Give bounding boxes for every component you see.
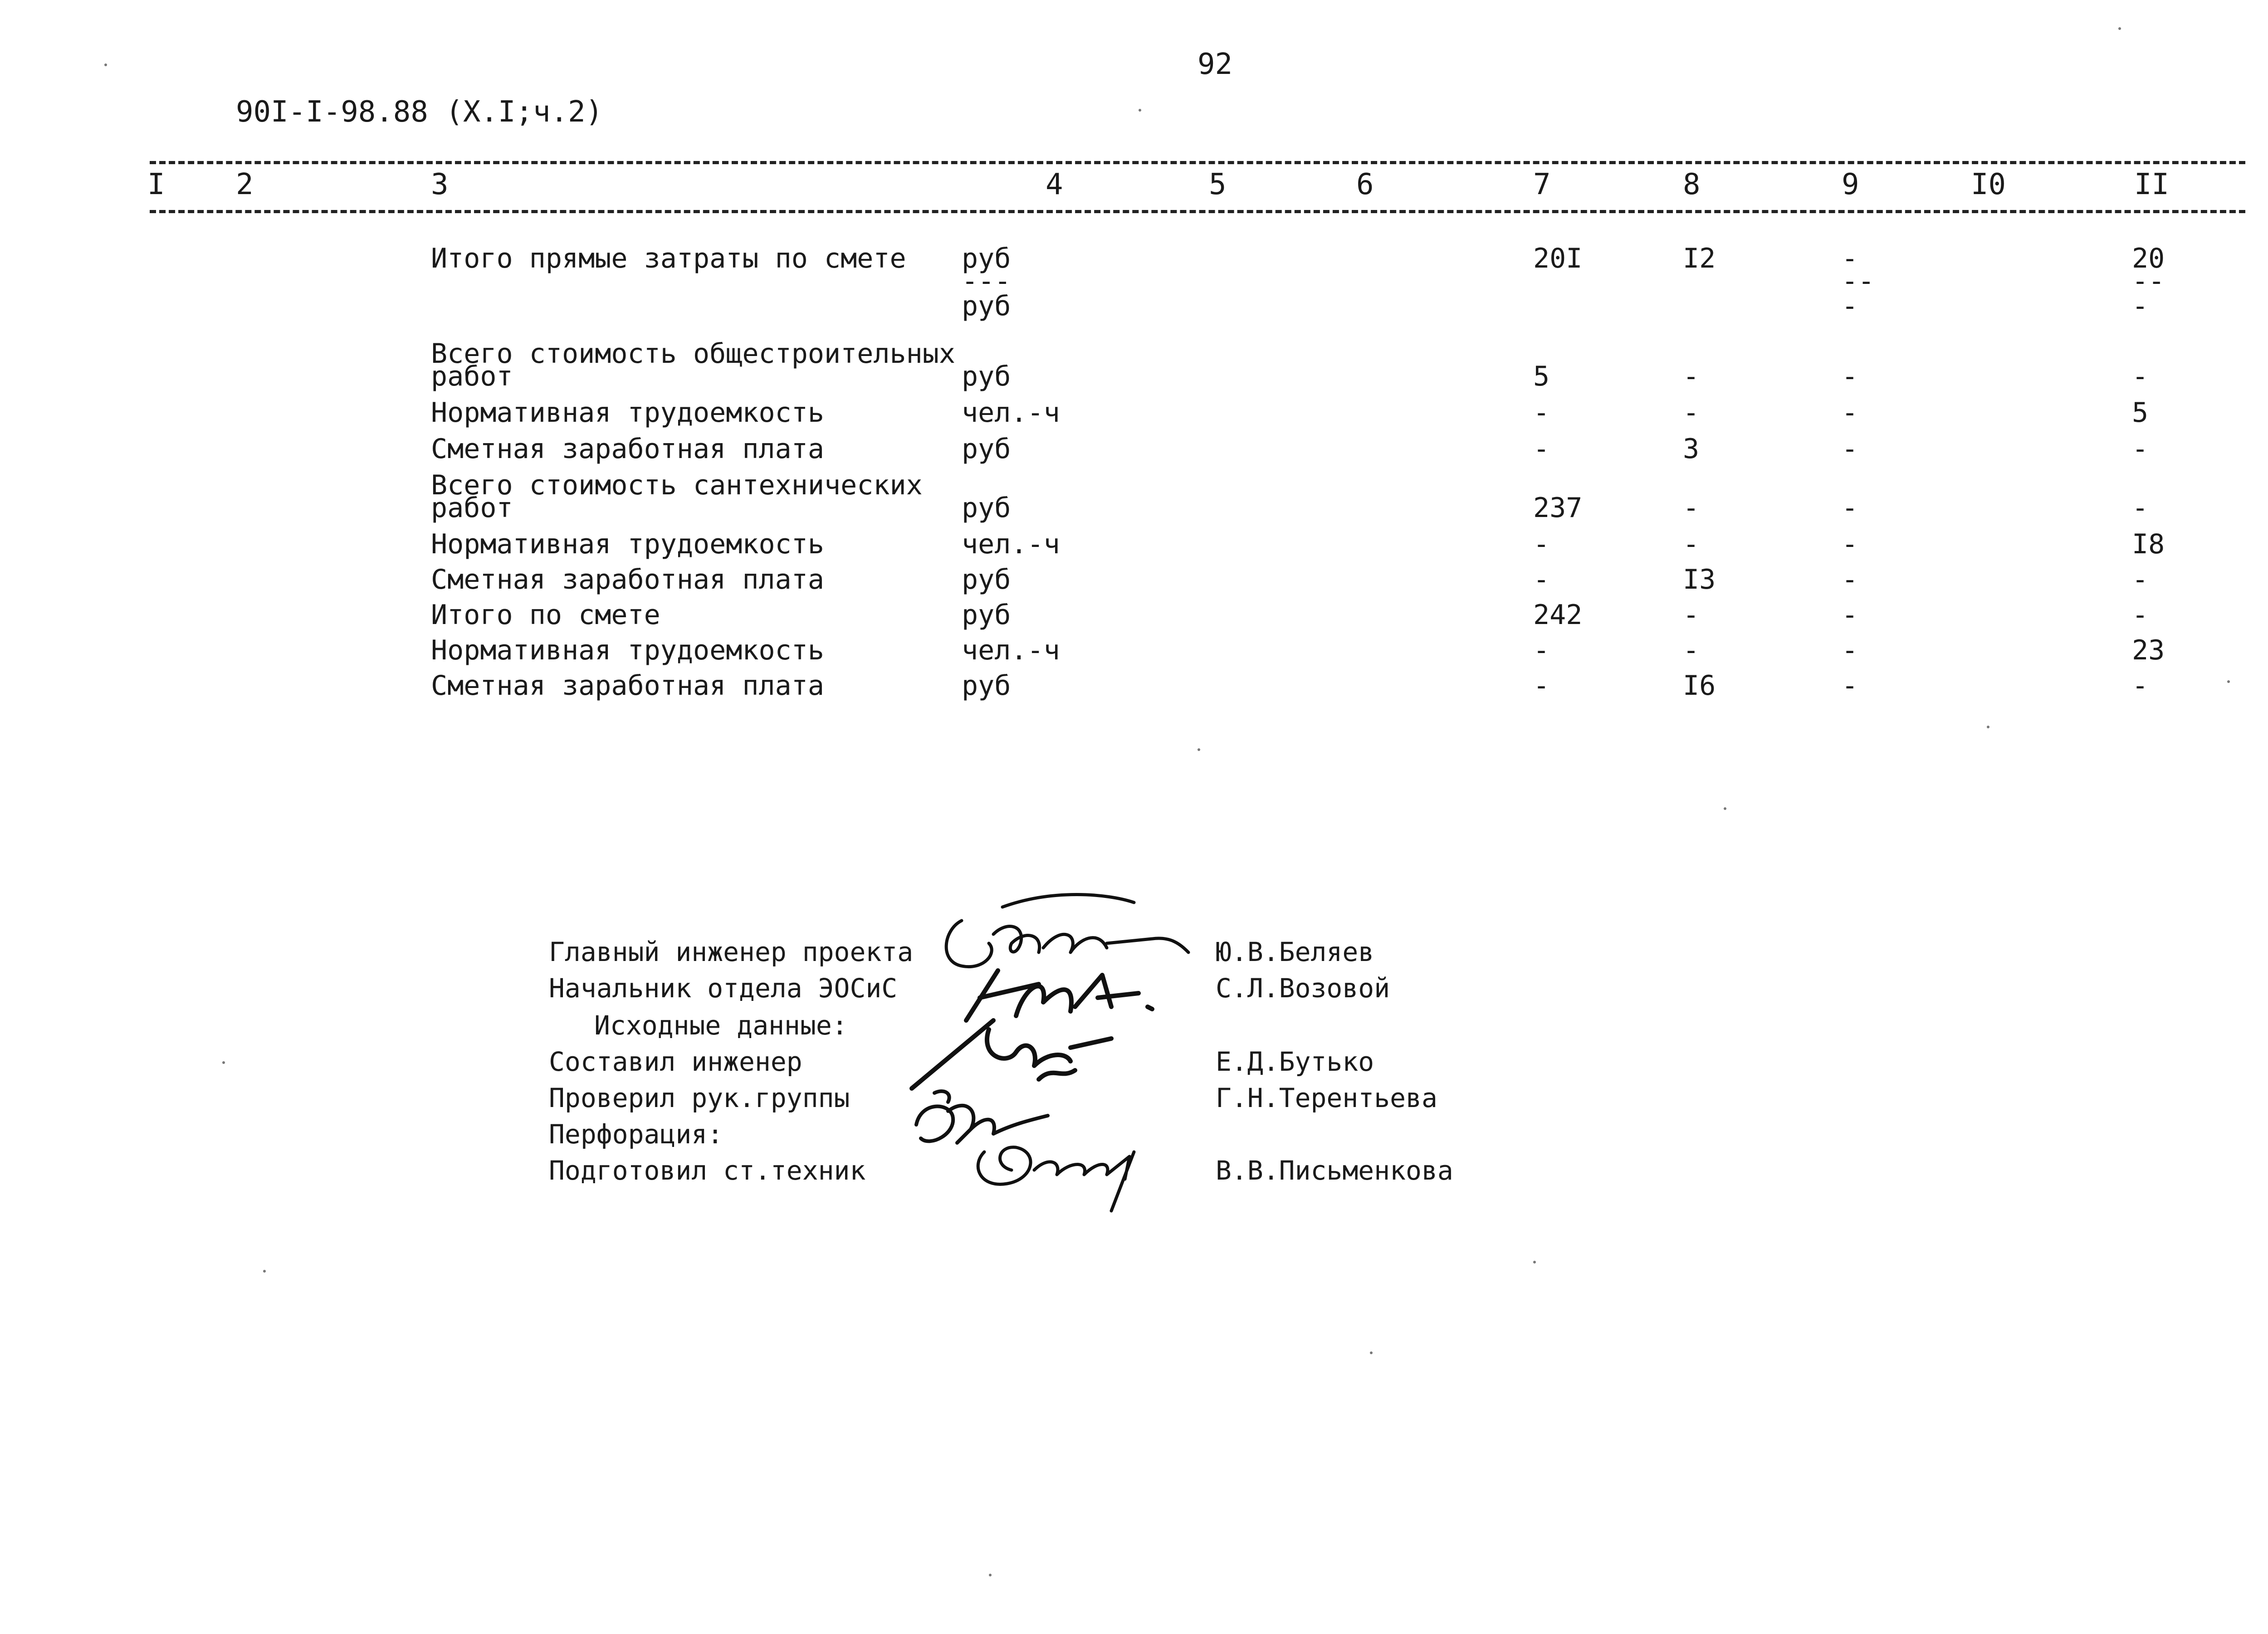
scan-speck bbox=[1533, 1261, 1536, 1263]
table-row-label: Нормативная трудоемкость bbox=[431, 634, 824, 666]
table-row-unit: руб bbox=[962, 564, 1011, 595]
table-cell-col7: 242 bbox=[1533, 599, 1583, 631]
table-row-label: Всего стоимость сантехнических bbox=[431, 469, 923, 501]
signature-role: Главный инженер проекта bbox=[549, 937, 914, 967]
scan-speck bbox=[263, 1270, 266, 1273]
table-cell-col7: - bbox=[1533, 564, 1550, 595]
column-number: I bbox=[147, 168, 165, 201]
signatory-name: С.Л.Возовой bbox=[1216, 973, 1390, 1004]
document-code: 90I-I-98.88 (X.I;ч.2) bbox=[236, 95, 603, 129]
fraction-bar: --- bbox=[962, 265, 1011, 297]
table-row-label: Сметная заработная плата bbox=[431, 564, 824, 595]
table-row-unit: чел.-ч bbox=[962, 528, 1060, 560]
signature-role: Начальник отдела ЭОСиС bbox=[549, 973, 898, 1004]
column-number: 2 bbox=[236, 168, 254, 201]
column-number: 7 bbox=[1533, 168, 1551, 201]
table-cell-col7: - bbox=[1533, 433, 1550, 465]
table-row-unit: руб bbox=[962, 243, 1011, 274]
handwritten-signature bbox=[903, 1011, 1139, 1093]
table-cell-col8: 3 bbox=[1683, 433, 1700, 465]
column-number: 8 bbox=[1683, 168, 1701, 201]
table-row-label: Всего стоимость общестроительных bbox=[431, 338, 955, 370]
table-cell-col9: - bbox=[1842, 433, 1858, 465]
table-cell-col7: 237 bbox=[1533, 492, 1583, 524]
table-row-label: Нормативная трудоемкость bbox=[431, 528, 824, 560]
table-row-unit: руб bbox=[962, 361, 1011, 392]
table-row-unit: руб bbox=[962, 290, 1011, 322]
signatory-name: В.В.Письменкова bbox=[1216, 1155, 1453, 1186]
table-cell-col9: - bbox=[1842, 670, 1858, 702]
table-cell-col9: - bbox=[1842, 564, 1858, 595]
signature-role: Проверил рук.группы bbox=[549, 1083, 850, 1113]
column-number: I0 bbox=[1971, 168, 2006, 201]
signatory-name: Ю.В.Беляев bbox=[1216, 937, 1374, 967]
table-cell-col9: - bbox=[1842, 243, 1858, 274]
table-cell-col9: - bbox=[1842, 361, 1858, 392]
scan-speck bbox=[989, 1574, 992, 1576]
table-cell-col8: I6 bbox=[1683, 670, 1716, 702]
table-top-rule bbox=[150, 161, 2245, 164]
table-cell-col11: 23 bbox=[2132, 634, 2165, 666]
scan-speck bbox=[2227, 680, 2230, 683]
scan-speck bbox=[1370, 1351, 1373, 1354]
table-row-unit: руб bbox=[962, 599, 1011, 631]
signature-role: Перфорация: bbox=[549, 1119, 723, 1150]
table-cell-col7: - bbox=[1533, 634, 1550, 666]
fraction-bar: -- bbox=[2132, 265, 2165, 297]
scan-speck bbox=[2118, 27, 2121, 30]
table-cell-col11: - bbox=[2132, 492, 2149, 524]
table-cell-col8: - bbox=[1683, 528, 1700, 560]
table-cell-col8: I3 bbox=[1683, 564, 1716, 595]
table-cell-col7: - bbox=[1533, 397, 1550, 429]
table-row-unit: чел.-ч bbox=[962, 634, 1060, 666]
fraction-bar: -- bbox=[1842, 265, 1875, 297]
table-row-label-continued: работ bbox=[431, 492, 513, 524]
table-cell-col8: - bbox=[1683, 361, 1700, 392]
table-row-label: Сметная заработная плата bbox=[431, 670, 824, 702]
signature-role: Подготовил ст.техник bbox=[549, 1155, 866, 1186]
table-row-label: Нормативная трудоемкость bbox=[431, 397, 824, 429]
table-cell-col8: - bbox=[1683, 634, 1700, 666]
scan-speck bbox=[1987, 726, 1989, 728]
table-cell-col7: 5 bbox=[1533, 361, 1550, 392]
table-cell-col8: - bbox=[1683, 397, 1700, 429]
column-number: 5 bbox=[1209, 168, 1227, 201]
table-cell-col11: 5 bbox=[2132, 397, 2149, 429]
table-cell-col7: 20I bbox=[1533, 243, 1583, 274]
table-cell-col9: - bbox=[1842, 599, 1858, 631]
table-row-label: Итого прямые затраты по смете bbox=[431, 243, 906, 274]
table-cell-col11: - bbox=[2132, 670, 2149, 702]
table-cell-col11: I8 bbox=[2132, 528, 2165, 560]
signatory-name: Г.Н.Терентьева bbox=[1216, 1083, 1437, 1113]
scan-speck bbox=[1724, 807, 1726, 810]
scan-speck bbox=[1139, 109, 1141, 112]
table-row-unit: руб bbox=[962, 433, 1011, 465]
table-cell-col8: I2 bbox=[1683, 243, 1716, 274]
table-cell-col7: - bbox=[1533, 528, 1550, 560]
table-cell-col8: - bbox=[1683, 492, 1700, 524]
page-number: 92 bbox=[1198, 48, 1233, 81]
table-cell-col11: - bbox=[2132, 564, 2149, 595]
signature-role: Исходные данные: bbox=[594, 1010, 848, 1041]
table-row-label: Итого по смете bbox=[431, 599, 660, 631]
column-number: 9 bbox=[1842, 168, 1859, 201]
table-cell-col11: - bbox=[2132, 290, 2149, 322]
table-row-unit: руб bbox=[962, 670, 1011, 702]
column-number: 6 bbox=[1356, 168, 1374, 201]
table-cell-col9: - bbox=[1842, 528, 1858, 560]
signature-role: Составил инженер bbox=[549, 1046, 802, 1077]
handwritten-signature bbox=[966, 1125, 1184, 1215]
table-cell-col7: - bbox=[1533, 670, 1550, 702]
table-row-label-continued: работ bbox=[431, 361, 513, 392]
table-cell-col9: - bbox=[1842, 397, 1858, 429]
signatory-name: Е.Д.Бутько bbox=[1216, 1046, 1374, 1077]
table-cell-col11: - bbox=[2132, 361, 2149, 392]
table-cell-col8: - bbox=[1683, 599, 1700, 631]
table-cell-col11: 20 bbox=[2132, 243, 2165, 274]
table-cell-col9: - bbox=[1842, 290, 1858, 322]
scan-speck bbox=[222, 1061, 225, 1064]
table-row-unit: чел.-ч bbox=[962, 397, 1060, 429]
table-cell-col9: - bbox=[1842, 634, 1858, 666]
table-cell-col11: - bbox=[2132, 599, 2149, 631]
table-cell-col11: - bbox=[2132, 433, 2149, 465]
scan-speck bbox=[104, 63, 107, 66]
column-number: 4 bbox=[1046, 168, 1063, 201]
table-cell-col9: - bbox=[1842, 492, 1858, 524]
table-row-unit: руб bbox=[962, 492, 1011, 524]
table-header-rule bbox=[150, 210, 2245, 213]
table-row-label: Сметная заработная плата bbox=[431, 433, 824, 465]
column-number: II bbox=[2134, 168, 2170, 201]
scan-speck bbox=[1198, 748, 1200, 751]
column-number: 3 bbox=[431, 168, 449, 201]
